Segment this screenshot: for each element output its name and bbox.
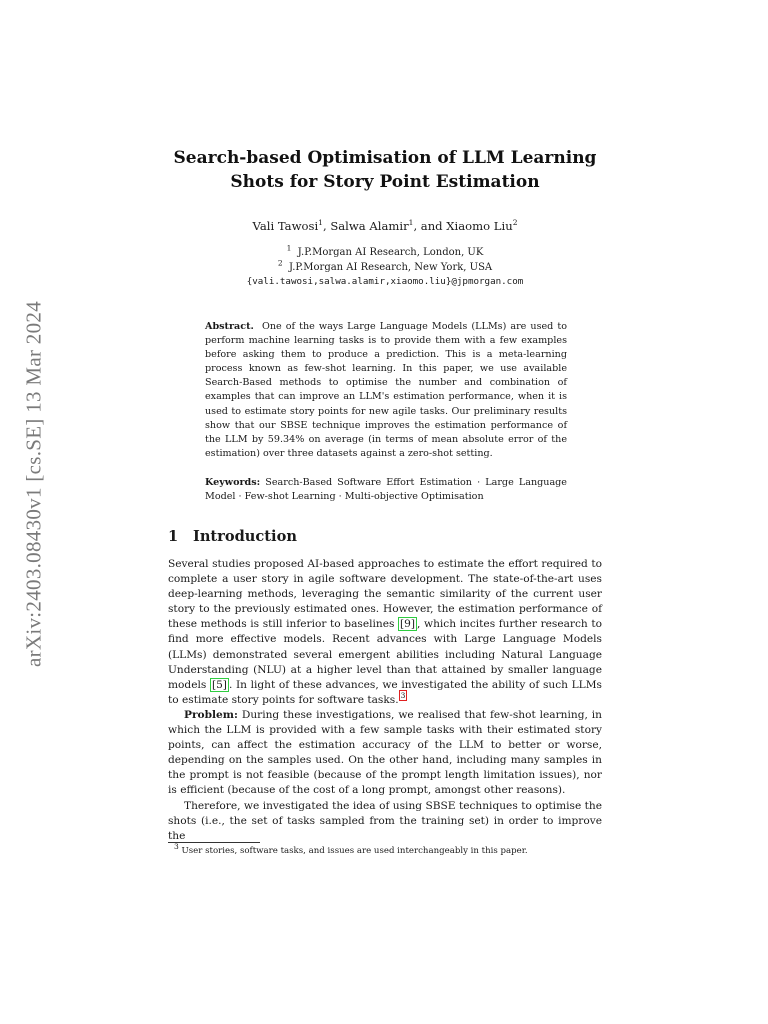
- abstract-text: One of the ways Large Language Models (LLMs) are used to perform machine learning tasks is to provide them with a few examples before asking them to produce a prediction. This is a meta-learning process known as few-shot learning. In this paper, we use available Search-Based methods to optimise the number and combination of examples that can improve an LLM's estimation performance, when it is used to estimate story points for new agile tasks. Our preliminary results show that our SBSE technique improves the estimation performance of the LLM by 59.34% on average (in terms of mean absolute error of the estimation) over three datasets against a zero-shot setting.: [205, 321, 567, 459]
- footnote-3-link[interactable]: 3: [400, 691, 406, 701]
- abstract: [205, 320, 567, 461]
- affiliation-1-text: J.P.Morgan AI Research, London, UK: [297, 247, 484, 258]
- paragraph-1-text-c: . In light of these advances, we investigated the ability of such LLMs to estimate story points for software tasks.: [168, 678, 602, 706]
- affiliation-2-text: J.P.Morgan AI Research, New York, USA: [288, 261, 493, 273]
- keywords-label: Keywords:: [205, 477, 261, 488]
- author-emails: {vali.tawosi,salwa.alamir,xiaomo.liu}@jpmorgan.com: [246, 276, 524, 287]
- paragraph-1-text-a: Several studies proposed AI-based approaches to estimate the effort required to complete a user story in agile software development. The state-of-the-art uses deep-learning methods, leveraging the semantic similarity of the current user story to the previously estimated ones. However, the estimation performance of these methods is still inferior to baselines: [168, 558, 602, 631]
- abstract-label: Abstract.: [205, 321, 254, 332]
- paragraph-1-text-b: , which incites further research to find more effective models. Recent advances with Large Language Models (LLMs) demonstrated several emergent abilities including Natural Language Understanding (NLU) at a higher level than that attained by smaller language models: [168, 618, 602, 691]
- citation-5-link[interactable]: [5]: [211, 678, 227, 691]
- affiliation-2-num: 2: [277, 258, 283, 268]
- citation-9-link[interactable]: [9]: [400, 618, 416, 631]
- author-2: , Salwa Alamir: [322, 219, 409, 233]
- author-1: Vali Tawosi: [252, 219, 319, 233]
- section-heading: [168, 527, 608, 547]
- problem-label: Problem:: [184, 708, 238, 721]
- footnote-text: User stories, software tasks, and issues are used interchangeably in this paper.: [181, 846, 528, 856]
- author-3: , and Xiaomo Liu: [413, 219, 513, 233]
- paragraph-1: [168, 557, 602, 708]
- introduction-body: [168, 557, 602, 844]
- author-2-affil-mark: 1: [408, 218, 414, 228]
- keywords-text: Search-Based Software Effort Estimation · Large Language Model · Few-shot Learning · Multi-objective Optimisation: [205, 477, 567, 503]
- affiliation-1: [140, 243, 630, 261]
- section-number: 1: [168, 528, 179, 545]
- paragraph-2: [168, 708, 602, 799]
- author-list: [140, 218, 630, 234]
- section-title: Introduction: [193, 528, 297, 545]
- footnote-3: [174, 842, 604, 857]
- footnote-divider: [168, 842, 260, 843]
- title-line-2: Shots for Story Point Estimation: [230, 172, 540, 192]
- affiliation-2: [140, 258, 630, 276]
- affiliation-1-num: 1: [286, 243, 292, 253]
- title-line-1: Search-based Optimisation of LLM Learning: [173, 148, 597, 168]
- paragraph-3: Therefore, we investigated the idea of using SBSE techniques to optimise the shots (i.e., the set of tasks sampled from the training set) in order to improve the: [168, 799, 602, 842]
- footnote-number: 3: [174, 842, 179, 852]
- affiliations: [140, 243, 630, 290]
- author-3-affil-mark: 2: [512, 218, 518, 228]
- keywords: [205, 476, 567, 504]
- paper-title: [140, 146, 630, 194]
- author-1-affil-mark: 1: [318, 218, 323, 228]
- arxiv-side-stamp: arXiv:2403.08430v1 [cs.SE] 13 Mar 2024: [21, 300, 46, 668]
- paragraph-2-text: During these investigations, we realised that few-shot learning, in which the LLM is provided with a few sample tasks with their estimated story points, can affect the estimation accuracy of the LLM to better or worse, depending on the samples used. On the other hand, including many samples in the prompt is not feasible (because of the prompt length limitation issues), nor is efficient (because of the cost of a long prompt, amongst other reasons).: [168, 708, 602, 797]
